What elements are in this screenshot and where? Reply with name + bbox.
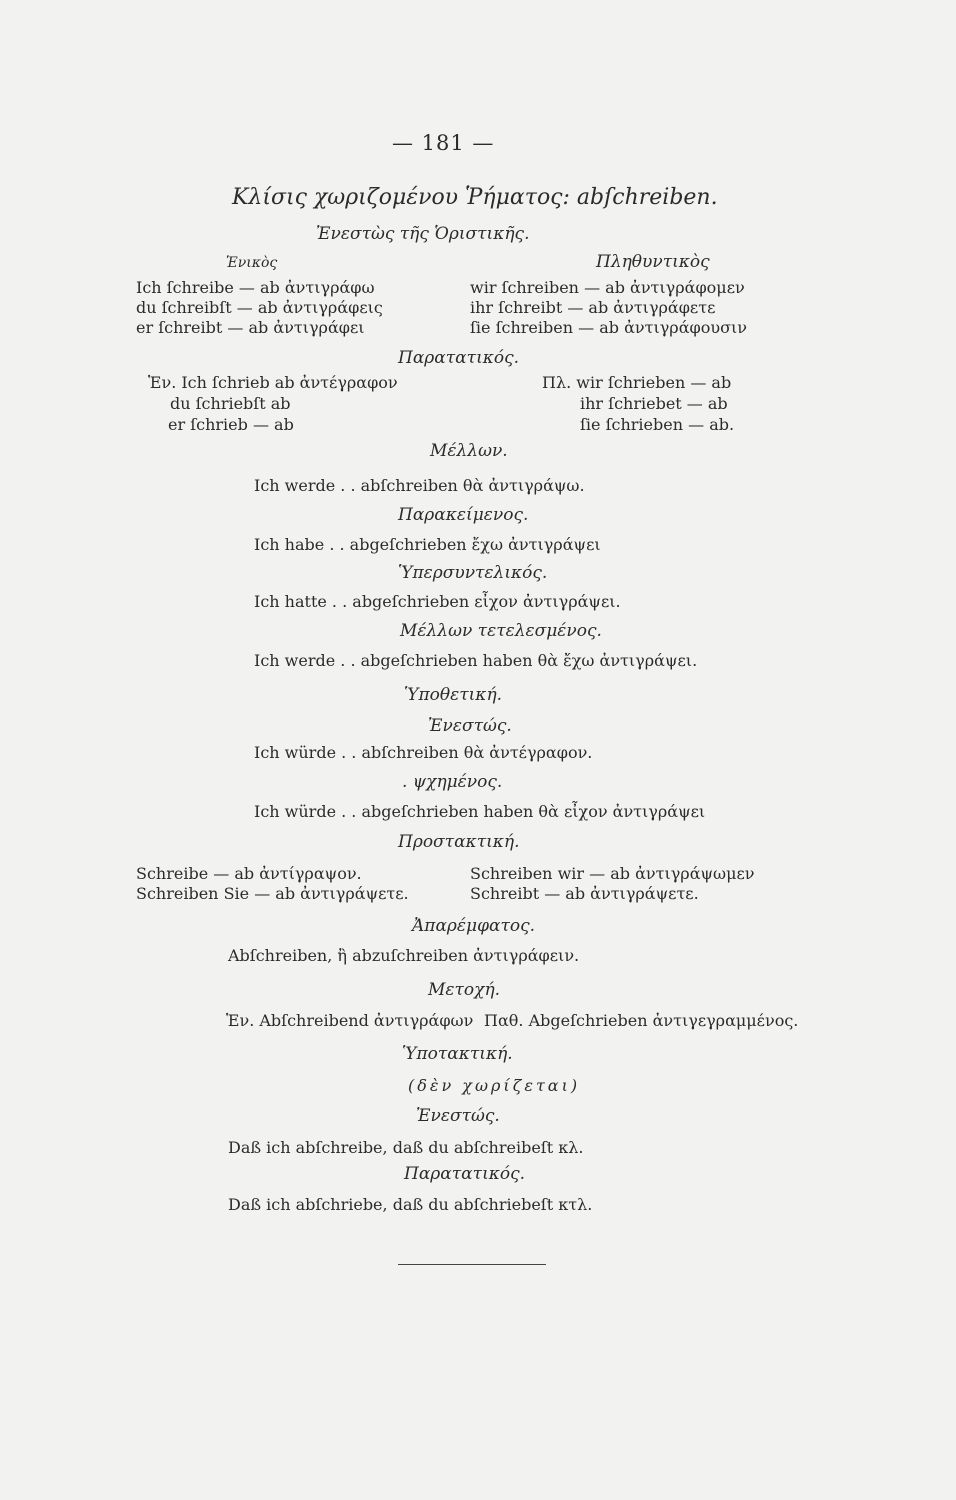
closing-rule <box>398 1264 546 1265</box>
present-sing-2: du ſchreibſt — ab ἀντιγράφεις <box>136 298 383 317</box>
conditional-label: Ὑποθετική. <box>404 685 503 705</box>
conditional-present-line: Ich würde . . abſchreiben θὰ ἀντέγραφον. <box>254 743 593 762</box>
subjunctive-label: Ὑποτακτική. <box>402 1044 513 1064</box>
infinitive-line: Abſchreiben, ἢ abzuſchreiben ἀντιγράφειν. <box>228 946 580 965</box>
imperfect-sing-2: du ſchriebſt ab <box>170 394 291 413</box>
future-line: Ich werde . . abſchreiben θὰ ἀντιγράψω. <box>254 476 585 495</box>
participle-left: Ἑν. Abſchreibend ἀντιγράφων <box>226 1011 474 1030</box>
participle-label: Μετοχή. <box>428 980 501 1000</box>
imperative-right-1: Schreiben wir — ab ἀντιγράψωμεν <box>470 864 755 883</box>
imperfect-plur-2: ihr ſchriebet — ab <box>580 394 728 413</box>
section-indicative: Ἐνεστὼς τῆς Ὁριστικῆς. <box>316 224 530 244</box>
imperfect-label: Παρατατικός. <box>398 348 520 368</box>
pluperfect-line: Ich hatte . . abgeſchrieben εἶχον ἀντιγράψει. <box>254 592 621 611</box>
present-sing-1: Ich ſchreibe — ab ἀντιγράφω <box>136 278 375 297</box>
imperfect-sing-3: er ſchrieb — ab <box>168 415 294 434</box>
subjunctive-imperfect-line: Daß ich abſchriebe, daß du abſchriebeſt κτλ. <box>228 1195 593 1214</box>
pluperfect-label: Ὑπερσυντελικός. <box>398 563 548 583</box>
present-plur-3: ſie ſchreiben — ab ἀντιγράφουσιν <box>470 318 747 337</box>
future-perfect-line: Ich werde . . abgeſchrieben haben θὰ ἔχω ἀντιγράψει. <box>254 651 698 670</box>
singular-label: Ἑνικὸς <box>226 255 278 271</box>
page-title: Κλίσις χωριζομένου Ῥήματος: abſchreiben. <box>232 185 718 210</box>
subjunctive-present-label: Ἐνεστώς. <box>416 1106 500 1126</box>
present-plur-1: wir ſchreiben — ab ἀντιγράφομεν <box>470 278 745 297</box>
subjunctive-note: (δὲν χωρίζεται) <box>408 1076 581 1095</box>
perfect-line: Ich habe . . abgeſchrieben ἔχω ἀντιγράψει <box>254 535 601 554</box>
imperative-left-1: Schreibe — ab ἀντίγραψον. <box>136 864 362 883</box>
imperfect-plur-1: Πλ. wir ſchrieben — ab <box>542 373 732 392</box>
present-sing-3: er ſchreibt — ab ἀντιγράφει <box>136 318 365 337</box>
perfect-label: Παρακείμενος. <box>398 505 529 525</box>
imperative-left-2: Schreiben Sie — ab ἀντιγράψετε. <box>136 884 409 903</box>
participle-right: Παθ. Abgeſchrieben ἀντιγεγραμμένος. <box>484 1011 799 1030</box>
conditional-past-line: Ich würde . . abgeſchrieben haben θὰ εἶχον ἀντιγράψει <box>254 802 706 821</box>
imperfect-sing-1: Ἑν. Ich ſchrieb ab ἀντέγραφον <box>148 373 398 392</box>
infinitive-label: Ἀπαρέμφατος. <box>412 916 536 936</box>
present-plur-2: ihr ſchreibt — ab ἀντιγράφετε <box>470 298 716 317</box>
subjunctive-present-line: Daß ich abſchreibe, daß du abſchreibeſt κλ. <box>228 1138 584 1157</box>
page-number: — 181 — <box>392 131 495 155</box>
imperative-label: Προστακτική. <box>398 832 520 852</box>
future-perfect-label: Μέλλων τετελεσμένος. <box>400 621 602 641</box>
imperative-right-2: Schreibt — ab ἀντιγράψετε. <box>470 884 699 903</box>
imperfect-plur-3: ſie ſchrieben — ab. <box>580 415 735 434</box>
future-label: Μέλλων. <box>430 441 508 461</box>
conditional-past-label: . ψχημένος. <box>402 772 503 792</box>
plural-label: Πληθυντικὸς <box>596 252 710 272</box>
conditional-present-label: Ἐνεστώς. <box>428 716 512 736</box>
subjunctive-imperfect-label: Παρατατικός. <box>404 1164 526 1184</box>
